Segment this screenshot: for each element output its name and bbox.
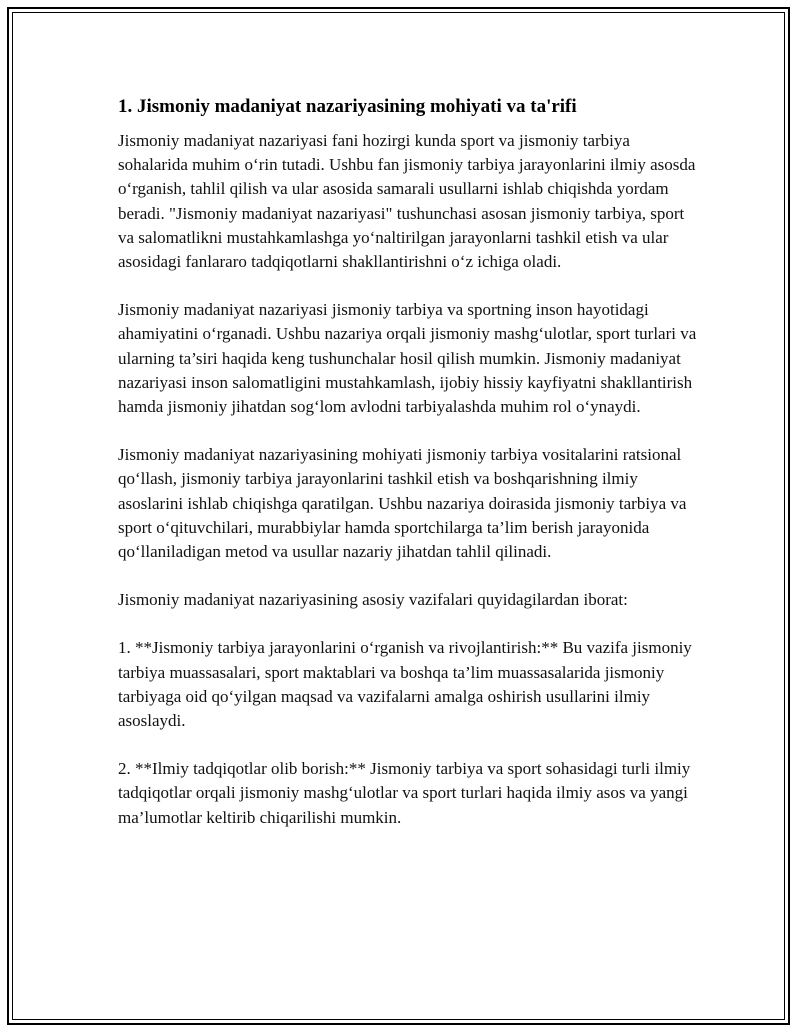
paragraph-essence: Jismoniy madaniyat nazariyasining mohiyati jismoniy tarbiya vositalarini ratsional qo‘llash, jismoniy tarbiya jarayonlarini tashkil etish va boshqarishning ilmiy asoslarini ishlab chiqishga qaratilgan. Ushbu nazariya doirasida jismoniy tarbiya va sport o‘qituvchilari, murabbiylar hamda sportchilarga ta’lim berish jarayonida qo‘llaniladigan metod va usullar nazariy jihatdan tahlil qilinadi. xyxy=(118,445,687,562)
list-item-task-1: 1. **Jismoniy tarbiya jarayonlarini o‘rganish va rivojlantirish:** Bu vazifa jismoniy tarbiya muassasalari, sport maktablari va boshqa ta’lim muassasalarida jismoniy tarbiyaga oid qo‘yilgan maqsad va vazifalarni amalga oshirish usullarini ilmiy asoslaydi. xyxy=(118,638,692,731)
paragraph-importance: Jismoniy madaniyat nazariyasi jismoniy tarbiya va sportning inson hayotidagi ahamiyatini o‘rganadi. Ushbu nazariya orqali jismoniy mashg‘ulotlar, sport turlari va ularning ta’siri haqida keng tushunchalar hosil qilish mumkin. Jismoniy madaniyat nazariyasi inson salomatligini mustahkamlash, ijobiy hissiy kayfiyatni shakllantirish hamda jismoniy jihatdan sog‘lom avlodni tarbiyalashda muhim rol o‘ynaydi. xyxy=(118,300,697,417)
paragraph-intro: Jismoniy madaniyat nazariyasi fani hozirgi kunda sport va jismoniy tarbiya sohalarida muhim o‘rin tutadi. Ushbu fan jismoniy tarbiya jarayonlarini ilmiy asosda o‘rganish, tahlil qilish va ular asosida samarali usullarni ishlab chiqishda yordam beradi. "Jismoniy madaniyat nazariyasi" tushunchasi asosan jismoniy tarbiya, sport va salomatlikni mustahkamlashga yo‘naltirilgan jarayonlarni tashkil etish va ular asosidagi fanlararo tadqiqotlarni shakllantirishni o‘z ichiga oladi. xyxy=(118,131,696,272)
document-body xyxy=(118,94,698,854)
paragraph-tasks-intro: Jismoniy madaniyat nazariyasining asosiy vazifalari quyidagilardan iborat: xyxy=(118,590,628,610)
section-heading: 1. Jismoniy madaniyat nazariyasining mohiyati va ta'rifi xyxy=(118,96,577,117)
list-item-task-2: 2. **Ilmiy tadqiqotlar olib borish:** Jismoniy tarbiya va sport sohasidagi turli ilmiy tadqiqotlar orqali jismoniy mashg‘ulotlar va sport turlari haqida ilmiy asos va yangi ma’lumotlar keltirib chiqarilishi mumkin. xyxy=(118,759,691,827)
